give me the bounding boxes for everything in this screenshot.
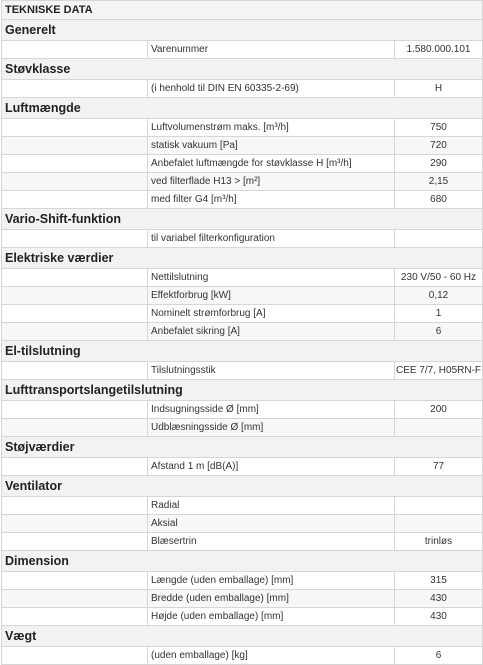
spacer-cell [2, 305, 148, 323]
table-row [2, 590, 483, 608]
section-heading: Dimension [2, 551, 483, 572]
table-row [2, 533, 483, 551]
table-row [2, 419, 483, 437]
row-value: H [395, 80, 483, 98]
table-row [2, 287, 483, 305]
row-label: Aksial [148, 515, 395, 533]
row-value: 430 [395, 608, 483, 626]
table-row [2, 647, 483, 665]
table-row [2, 41, 483, 59]
section-heading: Vægt [2, 626, 483, 647]
row-value: 6 [395, 323, 483, 341]
row-value: 1.580.000.101 [395, 41, 483, 59]
section-header-ventilator [2, 476, 483, 497]
section-header-lufttransportslangetilslutning [2, 380, 483, 401]
row-label: Højde (uden emballage) [mm] [148, 608, 395, 626]
row-label: (uden emballage) [kg] [148, 647, 395, 665]
spacer-cell [2, 155, 148, 173]
row-label: Luftvolumenstrøm maks. [m³/h] [148, 119, 395, 137]
row-label: Bredde (uden emballage) [mm] [148, 590, 395, 608]
spacer-cell [2, 608, 148, 626]
spacer-cell [2, 230, 148, 248]
row-label: Nominelt strømforbrug [A] [148, 305, 395, 323]
tech-data-table [1, 0, 483, 665]
section-header-luftmængde [2, 98, 483, 119]
section-header-el-tilslutning [2, 341, 483, 362]
spacer-cell [2, 80, 148, 98]
section-header-generelt [2, 20, 483, 41]
spacer-cell [2, 515, 148, 533]
spacer-cell [2, 533, 148, 551]
row-label: Blæsertrin [148, 533, 395, 551]
spacer-cell [2, 647, 148, 665]
spacer-cell [2, 137, 148, 155]
spacer-cell [2, 323, 148, 341]
table-row [2, 173, 483, 191]
row-label: Anbefalet sikring [A] [148, 323, 395, 341]
row-value [395, 230, 483, 248]
table-row [2, 362, 483, 380]
row-label: Effektforbrug [kW] [148, 287, 395, 305]
section-heading: Elektriske værdier [2, 248, 483, 269]
row-label: med filter G4 [m³/h] [148, 191, 395, 209]
row-value: 290 [395, 155, 483, 173]
table-row [2, 323, 483, 341]
row-value: 230 V/50 - 60 Hz [395, 269, 483, 287]
table-row [2, 230, 483, 248]
spacer-cell [2, 572, 148, 590]
row-label: Radial [148, 497, 395, 515]
table-row [2, 155, 483, 173]
row-value [395, 419, 483, 437]
row-value: 200 [395, 401, 483, 419]
table-row [2, 269, 483, 287]
section-header-elektriske-værdier [2, 248, 483, 269]
row-label: Nettilslutning [148, 269, 395, 287]
spacer-cell [2, 269, 148, 287]
spacer-cell [2, 173, 148, 191]
row-value: 1 [395, 305, 483, 323]
row-label: Længde (uden emballage) [mm] [148, 572, 395, 590]
table-row [2, 497, 483, 515]
main-title-row [2, 1, 483, 20]
row-value: 430 [395, 590, 483, 608]
section-header-støvklasse [2, 59, 483, 80]
section-header-vario-shift-funktion [2, 209, 483, 230]
table-row [2, 191, 483, 209]
spacer-cell [2, 362, 148, 380]
table-row [2, 608, 483, 626]
row-value: 2,15 [395, 173, 483, 191]
section-heading: Vario-Shift-funktion [2, 209, 483, 230]
row-value: trinløs [395, 533, 483, 551]
row-label: Indsugningsside Ø [mm] [148, 401, 395, 419]
tech-data-body [2, 1, 483, 665]
row-label: Afstand 1 m [dB(A)] [148, 458, 395, 476]
row-value: 750 [395, 119, 483, 137]
row-label: Anbefalet luftmængde for støvklasse H [m³/h] [148, 155, 395, 173]
section-heading: Støjværdier [2, 437, 483, 458]
row-label: ved filterflade H13 > [m²] [148, 173, 395, 191]
row-value: 680 [395, 191, 483, 209]
table-row [2, 515, 483, 533]
row-value [395, 497, 483, 515]
row-label: Varenummer [148, 41, 395, 59]
section-header-støjværdier [2, 437, 483, 458]
main-title: TEKNISKE DATA [2, 1, 483, 20]
row-label: Udblæsningsside Ø [mm] [148, 419, 395, 437]
row-value: 77 [395, 458, 483, 476]
spacer-cell [2, 119, 148, 137]
row-label: Tilslutningsstik [148, 362, 395, 380]
spacer-cell [2, 401, 148, 419]
row-value: 0,12 [395, 287, 483, 305]
row-label: (i henhold til DIN EN 60335-2-69) [148, 80, 395, 98]
row-value: 6 [395, 647, 483, 665]
spacer-cell [2, 497, 148, 515]
section-header-dimension [2, 551, 483, 572]
section-heading: Lufttransportslangetilslutning [2, 380, 483, 401]
row-value: 720 [395, 137, 483, 155]
row-label: statisk vakuum [Pa] [148, 137, 395, 155]
row-value: 315 [395, 572, 483, 590]
table-row [2, 458, 483, 476]
row-label: til variabel filterkonfiguration [148, 230, 395, 248]
spacer-cell [2, 419, 148, 437]
section-heading: El-tilslutning [2, 341, 483, 362]
row-value [395, 515, 483, 533]
section-heading: Generelt [2, 20, 483, 41]
spacer-cell [2, 590, 148, 608]
spacer-cell [2, 41, 148, 59]
table-row [2, 119, 483, 137]
spacer-cell [2, 191, 148, 209]
table-row [2, 572, 483, 590]
table-row [2, 137, 483, 155]
table-row [2, 305, 483, 323]
spacer-cell [2, 458, 148, 476]
row-value: CEE 7/7, H05RN-F [395, 362, 483, 380]
section-heading: Ventilator [2, 476, 483, 497]
table-row [2, 80, 483, 98]
section-header-vægt [2, 626, 483, 647]
table-row [2, 401, 483, 419]
section-heading: Luftmængde [2, 98, 483, 119]
section-heading: Støvklasse [2, 59, 483, 80]
spacer-cell [2, 287, 148, 305]
